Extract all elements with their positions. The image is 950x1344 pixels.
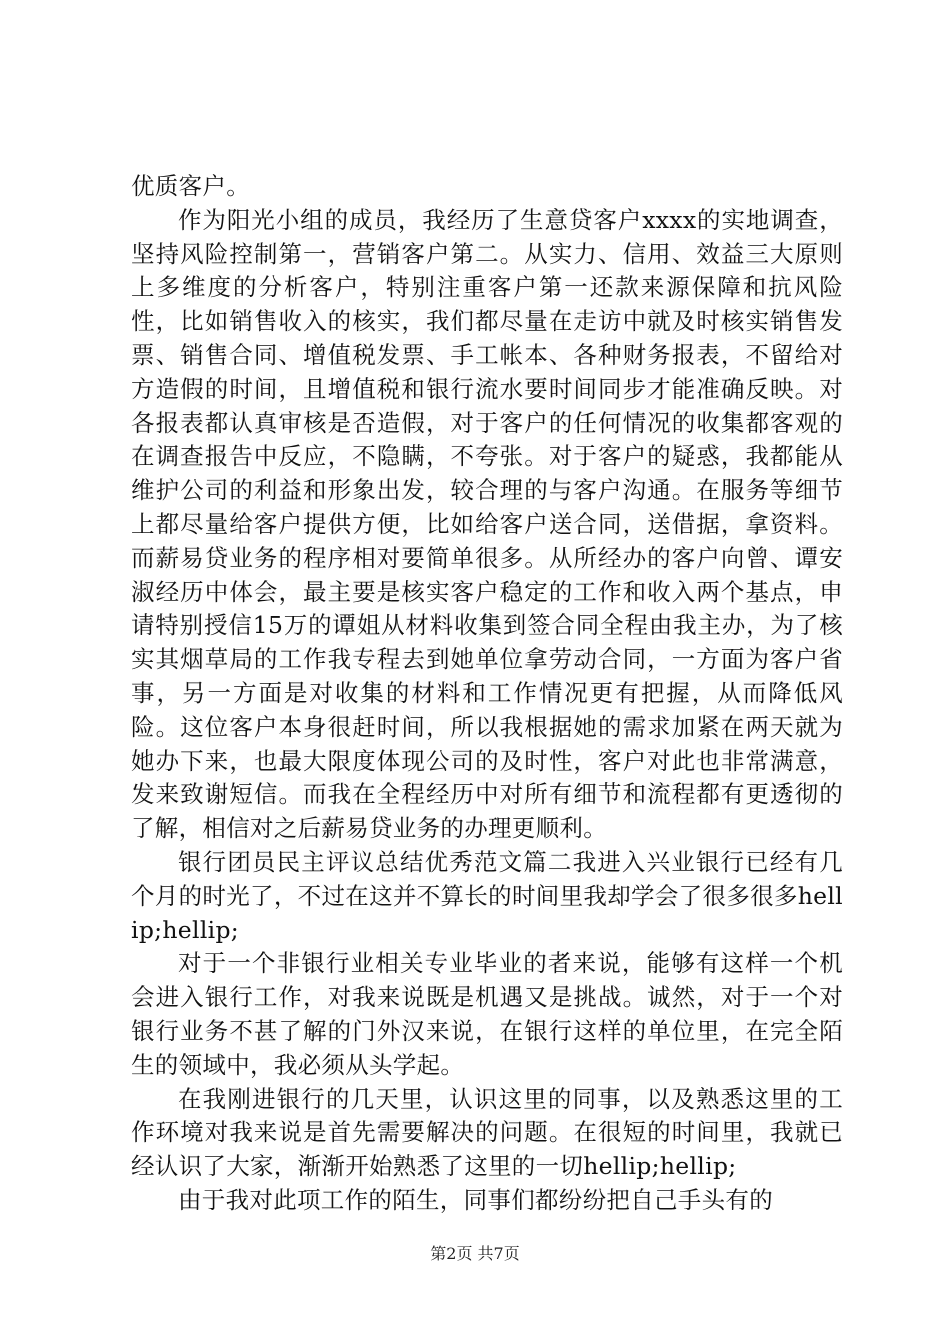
paragraph: 对于一个非银行业相关专业毕业的者来说，能够有这样一个机会进入银行工作，对我来说既是机遇又是挑战。诚然，对于一个对银行业务不甚了解的门外汉来说，在银行这样的单位里，在完全陌生的领域中，我必须从头学起。: [131, 949, 843, 1079]
page-number-footer: 第2页 共7页: [430, 1244, 520, 1263]
paragraph: 作为阳光小组的成员，我经历了生意贷客户xxxx的实地调查，坚持风险控制第一，营销客户第二。从实力、信用、效益三大原则上多维度的分析客户，特别注重客户第一还款来源保障和抗风险性，比如销售收入的核实，我们都尽量在走访中就及时核实销售发票、销售合同、增值税发票、手工帐本、各种财务报表，不留给对方造假的时间，且增值税和银行流水要时间同步才能准确反映。对各报表都认真审核是否造假，对于客户的任何情况的收集都客观的在调查报告中反应，不隐瞒，不夸张。对于客户的疑惑，我都能从维护公司的利益和形象出发，较合理的与客户沟通。在服务等细节上都尽量给客户提供方便，比如给客户送合同，送借据，拿资料。而薪易贷业务的程序相对要简单很多。从所经办的客户向曾、谭安淑经历中体会，最主要是核实客户稳定的工作和收入两个基点，申请特别授信15万的谭姐从材料收集到签合同全程由我主办，为了核实其烟草局的工作我专程去到她单位拿劳动合同，一方面为客户省事，另一方面是对收集的材料和工作情况更有把握，从而降低风险。这位客户本身很赶时间，所以我根据她的需求加紧在两天就为她办下来，也最大限度体现公司的及时性，客户对此也非常满意，发来致谢短信。而我在全程经历中对所有细节和流程都有更透彻的了解，相信对之后薪易贷业务的办理更顺利。: [131, 205, 843, 843]
document-body: [131, 170, 843, 1218]
paragraph: 由于我对此项工作的陌生，同事们都纷纷把自己手头有的: [178, 1185, 773, 1214]
paragraph: 在我刚进银行的几天里，认识这里的同事，以及熟悉这里的工作环境对我来说是首先需要解决的问题。在很短的时间里，我就已经认识了大家，渐渐开始熟悉了这里的一切hellip;hellip;: [131, 1084, 843, 1181]
paragraph: 优质客户。: [131, 172, 250, 200]
paragraph: 银行团员民主评议总结优秀范文篇二我进入兴业银行已经有几个月的时光了，不过在这并不算长的时间里我却学会了很多很多hellip;hellip;: [131, 847, 843, 944]
